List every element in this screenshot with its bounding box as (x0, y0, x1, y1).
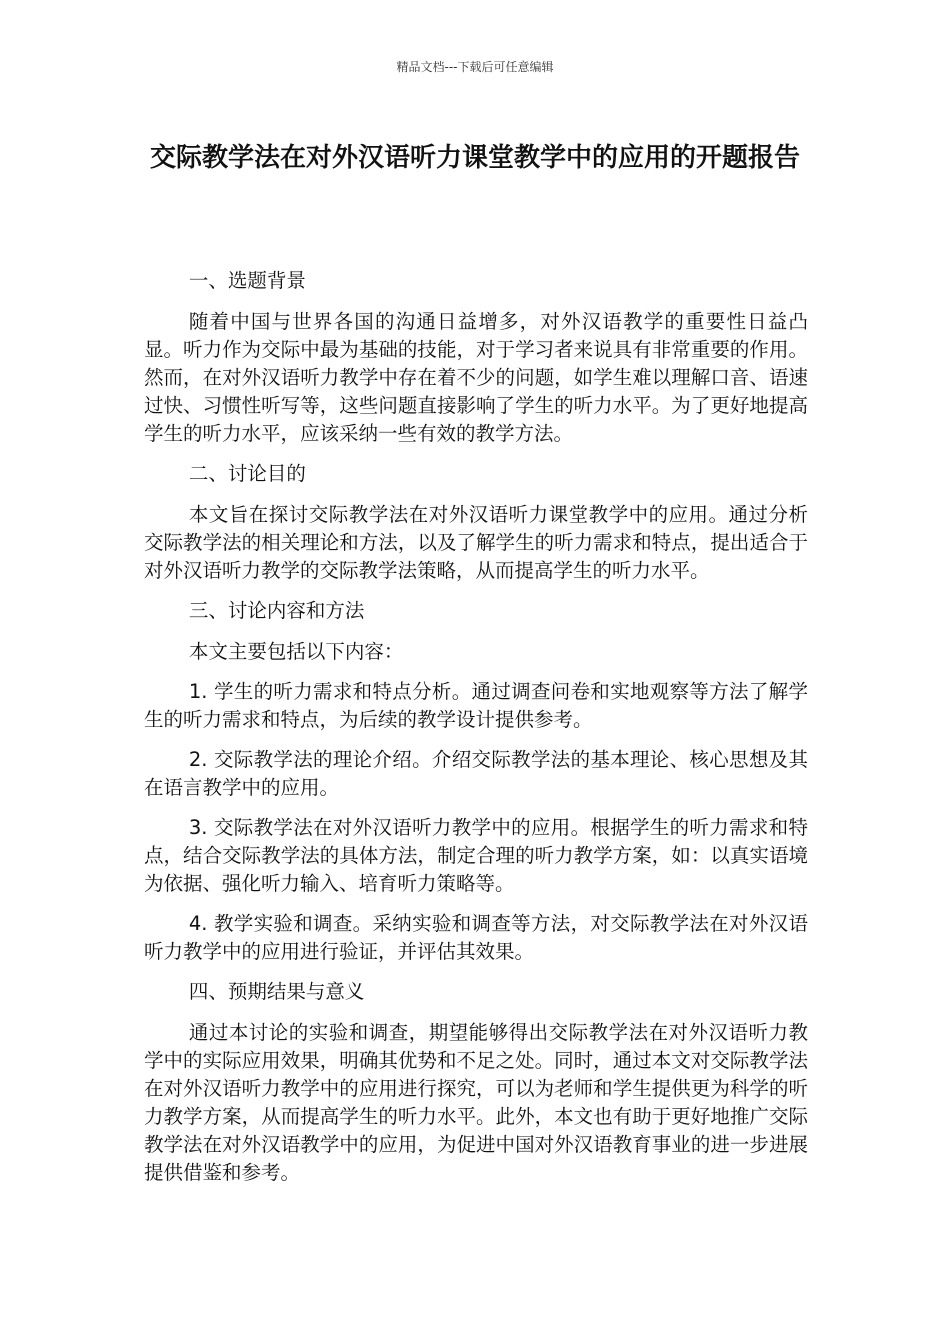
section-heading-background: 一、选题背景 (188, 269, 306, 292)
section-heading-purpose: 二、讨论目的 (188, 462, 306, 485)
paragraph-purpose: 本文旨在探讨交际教学法在对外汉语听力课堂教学中的应用。通过分析交际教学法的相关理论和方法，以及了解学生的听力需求和特点，提出适合于对外汉语听力教学的交际教学法策略，从而提高学生的听力水平。 (144, 503, 808, 582)
list-item-1: 1. 学生的听力需求和特点分析。通过调查问卷和实地观察等方法了解学生的听力需求和特点，为后续的教学设计提供参考。 (144, 680, 808, 731)
paragraph-expected-results: 通过本讨论的实验和调查，期望能够得出交际教学法在对外汉语听力教学中的实际应用效果，明确其优势和不足之处。同时，通过本文对交际教学法在对外汉语听力教学中的应用进行探究，可以为老师和学生提供更为科学的听力教学方案，从而提高学生的听力水平。此外，本文也有助于更好地推广交际教学法在对外汉语教学中的应用，为促进中国对外汉语教育事业的进一步进展提供借鉴和参考。 (144, 1021, 808, 1184)
section-heading-content-method: 三、讨论内容和方法 (188, 599, 365, 622)
paragraph-background: 随着中国与世界各国的沟通日益增多，对外汉语教学的重要性日益凸显。听力作为交际中最为基础的技能，对于学习者来说具有非常重要的作用。然而，在对外汉语听力教学中存在着不少的问题，如学生难以理解口音、语速过快、习惯性听写等，这些问题直接影响了学生的听力水平。为了更好地提高学生的听力水平，应该采纳一些有效的教学方法。 (144, 310, 808, 445)
paragraph-content-intro: 本文主要包括以下内容： (188, 640, 404, 663)
document-body (144, 267, 808, 1199)
document-title: 交际教学法在对外汉语听力课堂教学中的应用的开题报告 (149, 143, 800, 173)
header-note: 精品文档---下载后可任意编辑 (396, 60, 554, 74)
list-item-3: 3. 交际教学法在对外汉语听力教学中的应用。根据学生的听力需求和特点，结合交际教学法的具体方法，制定合理的听力教学方案，如：以真实语境为依据、强化听力输入、培育听力策略等。 (144, 816, 808, 895)
section-heading-expected-results: 四、预期结果与意义 (188, 980, 365, 1003)
list-item-4: 4. 教学实验和调查。采纳实验和调查等方法，对交际教学法在对外汉语听力教学中的应用进行验证，并评估其效果。 (144, 912, 808, 963)
list-item-2: 2. 交际教学法的理论介绍。介绍交际教学法的基本理论、核心思想及其在语言教学中的应用。 (144, 748, 808, 799)
